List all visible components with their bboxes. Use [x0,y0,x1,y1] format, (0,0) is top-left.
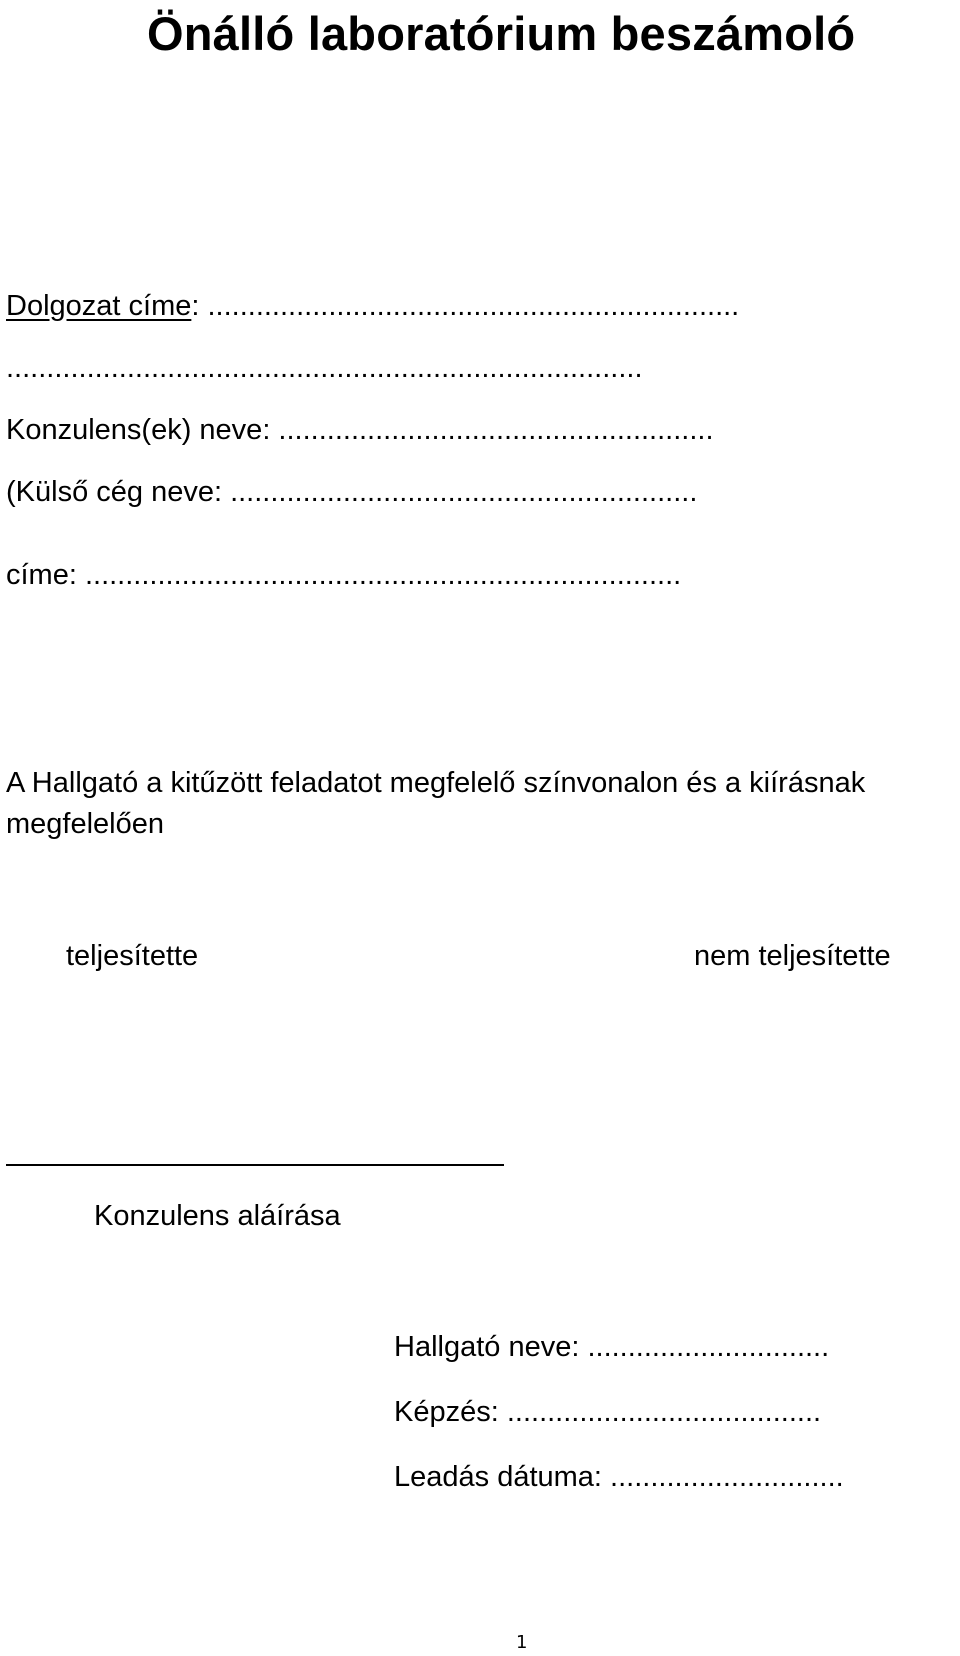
thesis-title-label: Dolgozat címe [6,290,192,322]
program-field: Képzés: ....................................... [394,1396,822,1428]
document-title: Önálló laboratórium beszámoló [147,7,856,60]
consultant-signature-label: Konzulens aláírása [94,1200,341,1232]
consultant-name-field: Konzulens(ek) neve: ...................................................... [6,414,714,446]
statement-line-1: A Hallgató a kitűzött feladatot megfelelő színvonalon és a kiírásnak [6,767,866,799]
submission-date-field: Leadás dátuma: ............................. [394,1461,844,1493]
statement-line-2: megfelelően [6,808,164,840]
option-completed: teljesítette [66,940,199,972]
thesis-title-line [6,288,739,324]
student-name-field: Hallgató neve: .............................. [394,1331,830,1363]
page-number: 1 [516,1632,528,1653]
external-company-address-field: címe: .......................................................................... [6,559,682,591]
thesis-title-continuation: ............................................................................... [6,352,643,384]
option-not-completed: nem teljesítette [694,940,891,972]
external-company-name-field: (Külső cég neve: .......................................................... [6,476,698,508]
consultant-signature-line [6,1164,504,1166]
thesis-title-dots: : .................................................................. [191,290,740,322]
